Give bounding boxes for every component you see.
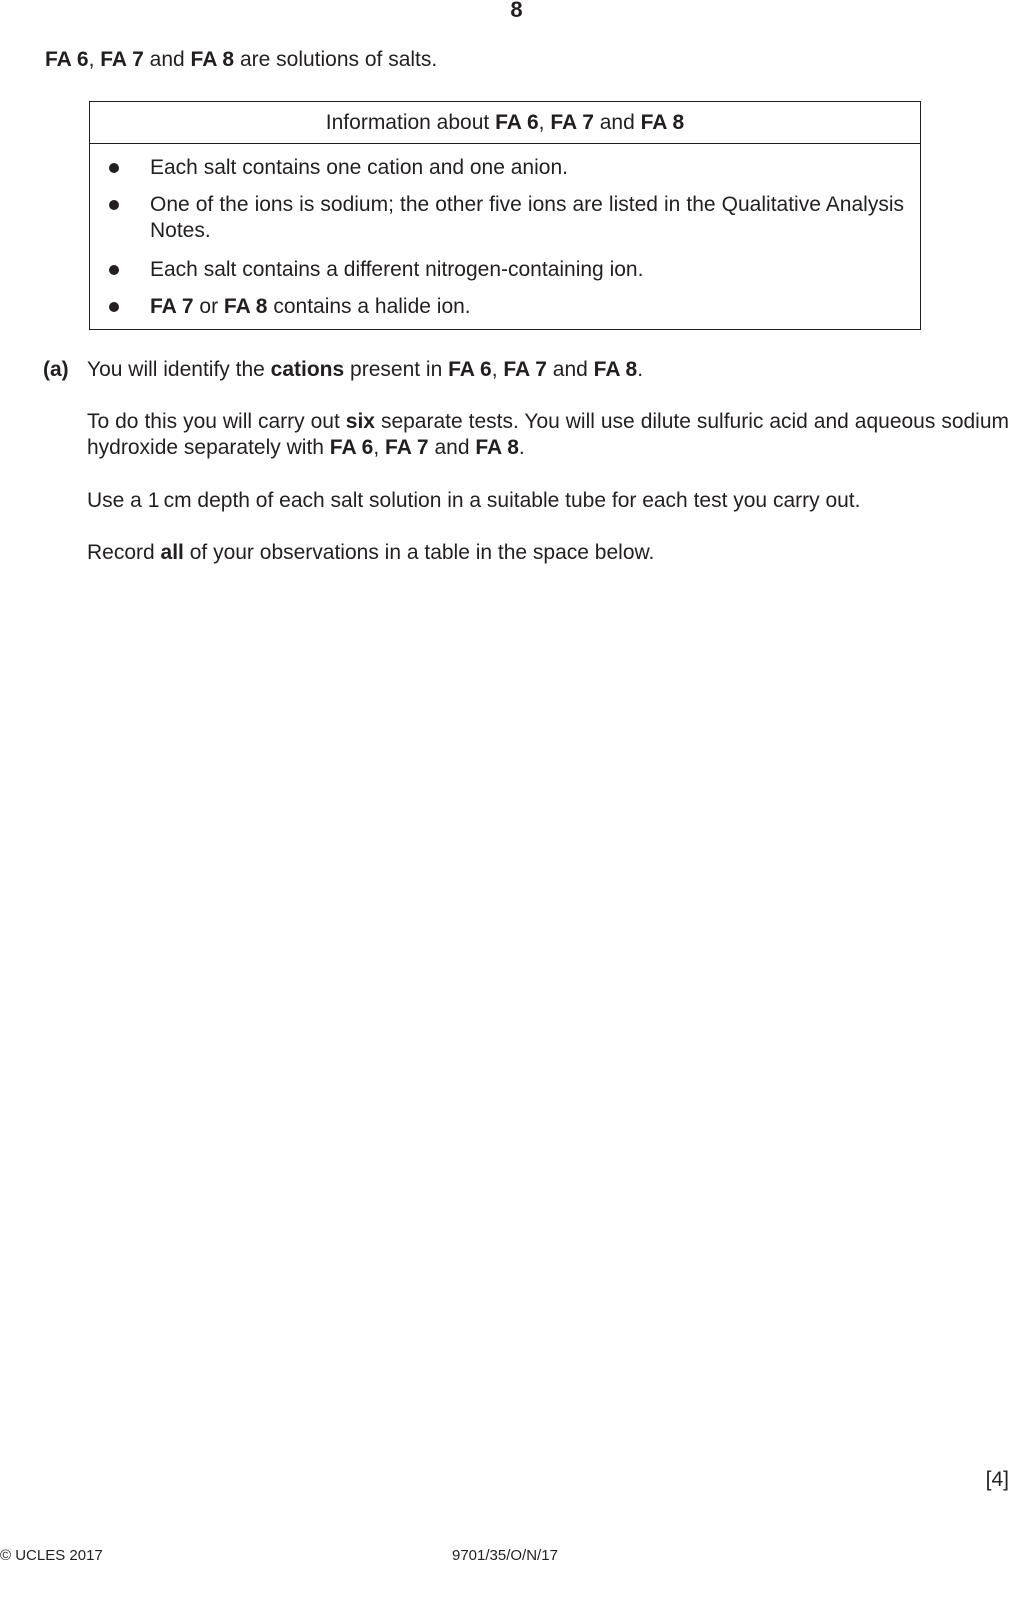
footer-copyright: © UCLES 2017	[0, 1547, 103, 1564]
bullet-icon	[109, 200, 119, 210]
bullet-icon	[109, 302, 119, 312]
information-box: Information about FA 6, FA 7 and FA 8 Each salt contains one cation and one anion. One of the ions is sodium; the other five ions are listed in the Qualitative Analysis Notes. Each salt contains a different nitrogen-containing ion. FA 7 or FA 8 contains a halide ion.	[89, 101, 921, 330]
question-part-label: (a)	[43, 358, 69, 381]
marks-allocation: [4]	[985, 1468, 1009, 1491]
page-number: 8	[510, 0, 523, 22]
intro-sentence: FA 6, FA 7 and FA 8 are solutions of salts.	[45, 48, 438, 71]
question-paragraph-1: You will identify the cations present in FA 6, FA 7 and FA 8.	[87, 358, 644, 381]
question-paragraph-3: Use a 1 cm depth of each salt solution in a suitable tube for each test you carry out.	[87, 489, 861, 512]
bullet-icon	[109, 265, 119, 275]
fa7-label: FA 7	[100, 48, 144, 71]
information-box-header: Information about FA 6, FA 7 and FA 8	[90, 102, 920, 144]
fa8-label: FA 8	[190, 48, 235, 71]
footer-paper-code: 9701/35/O/N/17	[452, 1547, 558, 1564]
question-paragraph-4: Record all of your observations in a table in the space below.	[87, 541, 655, 564]
fa6-label: FA 6	[45, 48, 89, 71]
question-paragraph-2: To do this you will carry out six separate tests. You will use dilute sulfuric acid and aqueous sodium hydroxide separately with FA 6, FA 7 and FA 8.	[87, 410, 1010, 459]
bullet-icon	[109, 163, 119, 173]
